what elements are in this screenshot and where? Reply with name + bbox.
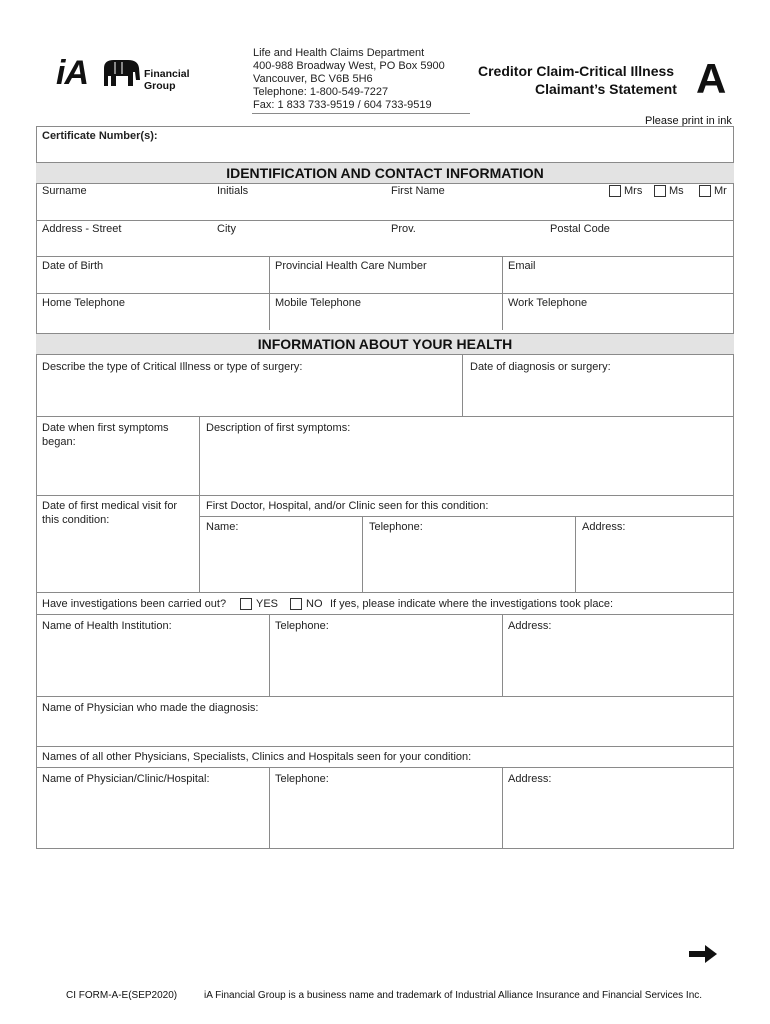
first-doctor-address-label: Address: xyxy=(582,521,626,533)
institution-address-label: Address: xyxy=(508,620,552,632)
elephant-icon xyxy=(102,58,142,88)
physician-telephone-field[interactable] xyxy=(270,768,502,848)
identification-title: IDENTIFICATION AND CONTACT INFORMATION xyxy=(226,165,544,181)
physician-clinic-label: Name of Physician/Clinic/Hospital: xyxy=(42,773,210,785)
health-header xyxy=(36,333,734,355)
date-diagnosis-field[interactable] xyxy=(463,355,733,416)
date-diagnosis-label: Date of diagnosis or surgery: xyxy=(470,361,611,373)
arrow-right-icon[interactable] xyxy=(688,944,718,964)
email-field[interactable] xyxy=(503,257,733,293)
form-title-2: Claimant’s Statement xyxy=(535,81,677,97)
address-line-5: Fax: 1 833 733-9519 / 604 733-9519 xyxy=(253,99,432,111)
institution-address-field[interactable] xyxy=(503,615,733,696)
first-doctor-name-field[interactable] xyxy=(200,517,362,592)
describe-illness-label: Describe the type of Critical Illness or type of surgery: xyxy=(42,361,303,373)
address-line-2: 400-988 Broadway West, PO Box 5900 xyxy=(253,60,445,72)
physician-telephone-label: Telephone: xyxy=(275,773,329,785)
logo-line2: Group xyxy=(144,80,176,92)
prov-field[interactable] xyxy=(386,221,545,256)
health-card-label: Provincial Health Care Number xyxy=(275,260,427,272)
investigations-question: Have investigations been carried out? xyxy=(42,598,227,610)
mobile-tel-label: Mobile Telephone xyxy=(275,297,362,309)
address-street-label: Address - Street xyxy=(42,223,122,235)
institution-telephone-label: Telephone: xyxy=(275,620,329,632)
mrs-label: Mrs xyxy=(624,185,643,197)
first-name-field[interactable] xyxy=(386,183,606,219)
form-letter: A xyxy=(696,55,727,102)
header-underline xyxy=(252,113,470,114)
health-institution-label: Name of Health Institution: xyxy=(42,620,172,632)
email-label: Email xyxy=(508,260,536,272)
first-symptoms-date-label-1: Date when first symptoms xyxy=(42,422,169,434)
address-line-3: Vancouver, BC V6B 5H6 xyxy=(253,73,373,85)
physician-diagnosis-field[interactable] xyxy=(37,697,733,746)
physician-clinic-field[interactable] xyxy=(37,768,269,848)
form-title-1: Creditor Claim-Critical Illness xyxy=(478,63,675,79)
certificate-field[interactable] xyxy=(37,127,733,162)
postal-code-label: Postal Code xyxy=(550,223,610,235)
logo-line1: Financial xyxy=(144,68,190,80)
mobile-tel-field[interactable] xyxy=(270,294,502,330)
no-label: NO xyxy=(306,598,323,610)
home-tel-field[interactable] xyxy=(37,294,269,330)
first-symptoms-date-label-2: began: xyxy=(42,436,76,448)
health-card-field[interactable] xyxy=(270,257,502,293)
form-code: CI FORM-A-E(SEP2020) xyxy=(66,990,178,1001)
checkbox-mr[interactable] xyxy=(699,185,711,197)
ia-logo xyxy=(56,54,196,94)
checkbox-ms[interactable] xyxy=(654,185,666,197)
initials-field[interactable] xyxy=(212,183,386,219)
first-doctor-name-label: Name: xyxy=(206,521,239,533)
home-tel-label: Home Telephone xyxy=(42,297,125,309)
other-physicians-label: Names of all other Physicians, Specialists, Clinics and Hospitals seen for your condition: xyxy=(42,751,472,763)
work-tel-field[interactable] xyxy=(503,294,733,330)
first-symptoms-desc-label: Description of first symptoms: xyxy=(206,422,351,434)
city-field[interactable] xyxy=(212,221,386,256)
city-label: City xyxy=(217,223,236,235)
checkbox-yes[interactable] xyxy=(240,598,252,610)
checkbox-no[interactable] xyxy=(290,598,302,610)
prov-label: Prov. xyxy=(391,223,416,235)
first-doctor-address-field[interactable] xyxy=(576,517,733,592)
dob-field[interactable] xyxy=(37,257,269,293)
work-tel-label: Work Telephone xyxy=(508,297,588,309)
first-symptoms-desc-field[interactable] xyxy=(200,417,733,495)
address-street-field[interactable] xyxy=(37,221,212,256)
ms-label: Ms xyxy=(669,185,684,197)
address-line-4: Telephone: 1-800-549-7227 xyxy=(253,86,389,98)
identification-header xyxy=(36,162,734,184)
surname-field[interactable] xyxy=(37,183,212,219)
initials-label: Initials xyxy=(217,185,249,197)
certificate-label: Certificate Number(s): xyxy=(42,130,158,142)
checkbox-mrs[interactable] xyxy=(609,185,621,197)
first-doctor-label: First Doctor, Hospital, and/or Clinic seen for this condition: xyxy=(206,500,489,512)
trademark-note: iA Financial Group is a business name and trademark of Industrial Alliance Insurance and Financial Services Inc. xyxy=(204,990,703,1001)
logo-letters: iA xyxy=(56,54,88,92)
first-doctor-telephone-field[interactable] xyxy=(363,517,575,592)
mr-label: Mr xyxy=(714,185,727,197)
physician-address-label: Address: xyxy=(508,773,552,785)
investigations-note: If yes, please indicate where the investigations took place: xyxy=(330,598,614,610)
first-symptoms-date-field[interactable] xyxy=(37,417,199,495)
surname-label: Surname xyxy=(42,185,87,197)
address-line-1: Life and Health Claims Department xyxy=(253,47,425,59)
institution-telephone-field[interactable] xyxy=(270,615,502,696)
describe-illness-field[interactable] xyxy=(37,355,462,416)
postal-code-field[interactable] xyxy=(545,221,733,256)
print-note: Please print in ink xyxy=(645,115,732,127)
first-name-label: First Name xyxy=(391,185,445,197)
first-visit-label-1: Date of first medical visit for xyxy=(42,500,178,512)
physician-diagnosis-label: Name of Physician who made the diagnosis: xyxy=(42,702,259,714)
health-title: INFORMATION ABOUT YOUR HEALTH xyxy=(257,336,513,352)
yes-label: YES xyxy=(256,598,279,610)
first-visit-date-field[interactable] xyxy=(37,496,199,592)
health-institution-field[interactable] xyxy=(37,615,269,696)
dob-label: Date of Birth xyxy=(42,260,104,272)
first-visit-label-2: this condition: xyxy=(42,514,110,526)
physician-address-field[interactable] xyxy=(503,768,733,848)
first-doctor-telephone-label: Telephone: xyxy=(369,521,423,533)
